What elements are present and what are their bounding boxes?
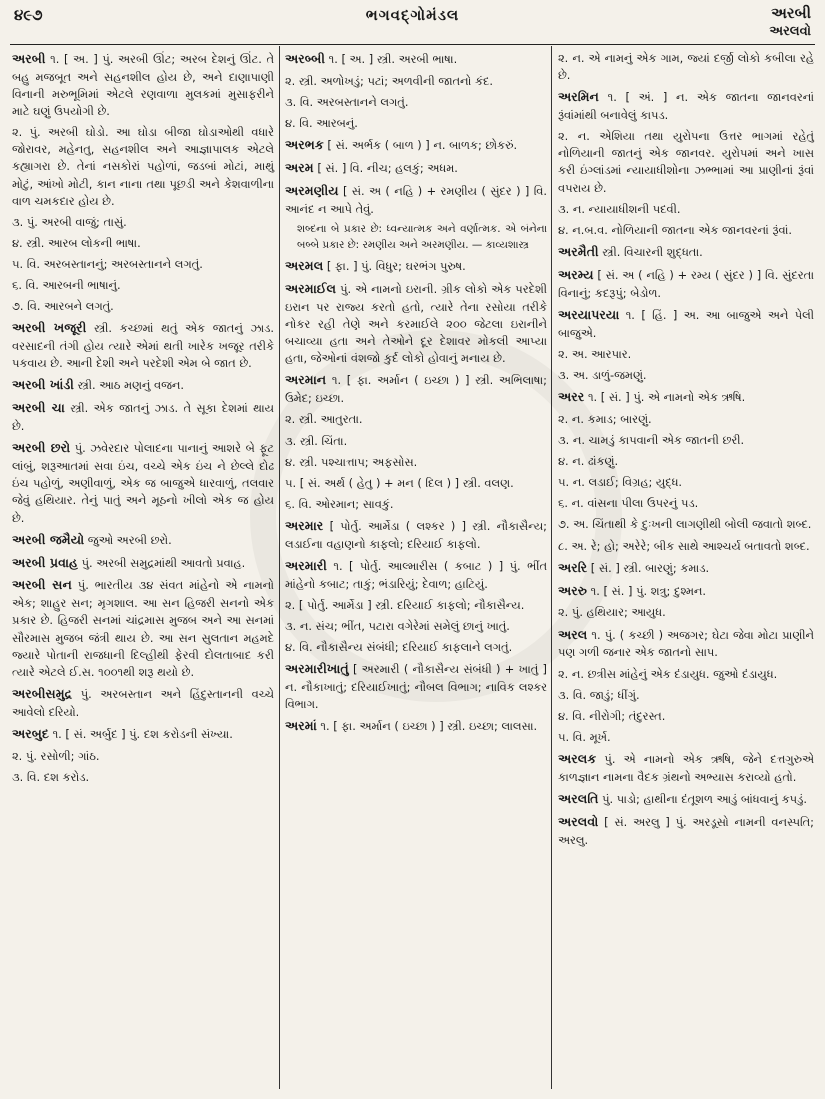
dictionary-entry — [285, 371, 547, 407]
definition-text: પું. એ નામનો એક ઋષિ, જેને દત્તગુરુએ કાળજ્ઞાન નામના વૈદક ગ્રંથનો અભ્યાસ કરાવ્યો હતો. — [558, 751, 814, 784]
headword: અરમિન — [558, 89, 599, 105]
dictionary-entry — [558, 813, 814, 849]
definition-text: પું. અરબસ્તાન અને હિંદુસ્તાનની વચ્ચે આવેલો દરિયો. — [12, 686, 274, 719]
header-rule — [10, 44, 815, 45]
headword: અરબી ખજૂરી — [12, 320, 87, 336]
definition-text: ૩. ન. ચામડું કાપવાની એક જાતની છરી. — [558, 432, 745, 447]
headword: અરમણીય — [285, 183, 339, 198]
definition-text: ૨. ન. એશિયા તથા યુરોપના ઉત્તર ભાગમાં રહેતું નોળિયાની જાતનું એક જાનવર. યુરોપમાં અને ખાસ કરી ઇંગ્લાંડમાં ન્યાયાધીશોના ઝભ્ભામાં આ પ્રાણીનાં રૂંવાં વપરાય છે. — [558, 129, 814, 195]
definition-text: ૨. ન. છત્રીસ માંહેનું એક દંડાયુધ. જુઓ દંડાયુધ. — [558, 666, 778, 681]
definition-text: સ્ત્રી. આઠ મણનું વજન. — [77, 378, 185, 393]
dictionary-entry — [12, 376, 274, 395]
headword: અરબી ચા — [12, 400, 65, 416]
dictionary-entry — [12, 235, 274, 252]
definition-text: ૨. પું. હથિયાર; આયુધ. — [558, 605, 666, 620]
definition-text: ૪. વિ. આરબનું. — [285, 116, 358, 131]
headword: અરમ્ય — [558, 266, 594, 282]
definition-text: ૪. વિ. નૌકાસૈન્ય સંબંધી; દરિયાઈ કાફલાને લગતું. — [285, 640, 513, 655]
dictionary-entry — [558, 201, 814, 218]
dictionary-entry — [12, 531, 274, 550]
definition-text: [ પોર્તુ. આર્મેડા ( લશ્કર ) ] સ્ત્રી. નૌકાસૈન્ય; લડાઈના વહાણનો કાફલો; દરિયાઈ કાફલો. — [285, 518, 548, 551]
headword: અરમારી — [285, 557, 327, 573]
dictionary-entry — [558, 626, 814, 662]
definition-text: [ સં. અ ( નહિ ) + રમણીય ( સુંદર ) ] વિ. આનંદ ન આપે તેવું. — [285, 184, 548, 216]
definition-text: ૫. ન. લડાઈ; વિગ્રહ; યુદ્ધ. — [558, 475, 683, 490]
dictionary-entry — [558, 750, 814, 786]
definition-text: ૧. [ ફા. અર્માન ( ઇચ્છા ) ] સ્ત્રી. અભિલાષા; ઉમેદ; ઇચ્છા. — [285, 373, 548, 406]
definition-text: ૮. અ. રે; હો; અરેરે; બીક સાથે આશ્ચર્ય બતાવતો શબ્દ. — [558, 538, 810, 553]
headword: અરમાર — [285, 517, 324, 533]
headword: અરમૈતી — [558, 243, 599, 259]
definition-text: સ્ત્રી. એક જાતનું ઝાડ. તે સૂકા દેશમાં થાય છે. — [12, 401, 275, 434]
definition-text: ૨. સ્ત્રી. અળોખડું; પટાં; અળવીની જાતનો કંદ. — [285, 73, 493, 88]
definition-text: ૧. પું. ( કચ્છી ) અજગર; ઘેટા જેવા મોટા પ્રાણીને પણ ગળી જનાર એક જાતનો સાપ. — [558, 627, 814, 660]
headword: અરબુદ — [12, 725, 49, 741]
dictionary-entry — [285, 182, 547, 218]
definition-text: ૫. વિ. મૂર્ખ. — [558, 729, 611, 744]
definition-text: [ ફા. ] પું. વિધુર; ઘરભંગ પુરુષ. — [326, 259, 466, 274]
dictionary-entry — [12, 298, 274, 315]
headword: અરબી સન — [12, 577, 72, 593]
dictionary-entry — [558, 88, 814, 124]
definition-text: ૪. ન.બ.વ. નોળિયાની જાતના એક જાનવરનાં રૂંવાં. — [558, 222, 793, 237]
dictionary-entry — [558, 367, 814, 384]
headword: અરલક — [558, 750, 597, 766]
headword: અરમલ — [285, 258, 324, 274]
headword: અરબી ખાંડી — [12, 377, 74, 393]
dictionary-entry — [285, 94, 547, 111]
dictionary-entry — [12, 50, 274, 120]
dictionary-entry — [558, 50, 814, 84]
dictionary-entry — [12, 725, 274, 744]
definition-text: ૨. સ્ત્રી. આતુરતા. — [285, 412, 363, 427]
dictionary-entry — [12, 256, 274, 273]
definition-text: ૨. ન. કમાડ; બારણું. — [558, 411, 652, 426]
quotation — [297, 222, 547, 253]
dictionary-entry — [558, 559, 814, 578]
definition-text: ૬. ન. વાંસના પીલા ઉપરનું પડ. — [558, 496, 699, 511]
definition-text: ૨. ન. એ નામનું એક ગામ, જ્યાં દર્જી લોકો કબીલા રહે છે. — [558, 51, 814, 83]
column-1 — [12, 50, 274, 790]
headword: અરભક — [285, 137, 324, 153]
dictionary-entry — [285, 411, 547, 428]
dictionary-entry — [558, 582, 814, 601]
definition-text: ૩. સ્ત્રી. ચિંતા. — [285, 433, 348, 448]
dictionary-entry — [285, 433, 547, 450]
dictionary-entry — [558, 708, 814, 725]
headword: અરયાપરયા — [558, 306, 620, 322]
definition-text: ૫. [ સં. અર્થ ( હેતુ ) + મન ( દિલ ) ] સ્ત્રી. વલણ. — [285, 475, 514, 490]
definition-text: [ સં. ] સ્ત્રી. બારણું; કમાડ. — [590, 560, 710, 575]
definition-text: [ સં. ] વિ. નીચ; હલકું; અધમ. — [317, 161, 458, 176]
definition-text: ૧. [ સં. ] પું. એ નામનો એક ઋષિ. — [587, 389, 746, 404]
headword: અરબ્બી — [285, 51, 326, 66]
definition-text: પું. ઝવેરદાર પોલાદના પાનાનું આશરે બે ફૂટ લાંબું, શરૂઆતમાં સવા ઇંચ, વચ્ચે એક ઇંચ ને છેલ્લે દોઢ ઇંચ પહોળું, અણીવાળું, એક જ બાજુએ ધારવાળું, તલવાર જેવું હથિયાર. તેનું પાતું અને મૂઠનો ખીલો એક જ હોય છે. — [12, 441, 274, 525]
definition-text: સ્ત્રી. કચ્છમાં થતું એક જાતનું ઝાડ. વરસાદની તંગી હોય ત્યારે એમાં થતી ખારેક ખજૂર તરીકે પકવાય છે. આની દેશી અને પરદેશી એમ બે જાત છે. — [12, 321, 274, 371]
definition-text: ૭. અ. ચિંતાથી કે દુઃખની લાગણીથી બોલી જવાતો શબ્દ. — [558, 517, 812, 532]
headword: અરર — [558, 388, 585, 404]
running-title: ભગવદ્ગોમંડલ — [365, 6, 460, 24]
dictionary-entry — [285, 717, 547, 736]
dictionary-entry — [558, 516, 814, 533]
dictionary-entry — [558, 432, 814, 449]
dictionary-entry — [558, 388, 814, 407]
definition-text: જુઓ અરબી છરો. — [87, 532, 172, 547]
headword: અરલવો — [558, 813, 599, 829]
definition-text: સ્ત્રી. વિચારની શુદ્ધતા. — [602, 244, 703, 259]
headword: અરમ — [285, 160, 314, 176]
headword: અરમાઈલ — [285, 281, 337, 297]
dictionary-entry — [12, 554, 274, 573]
dictionary-entry — [558, 666, 814, 683]
definition-text: ૧. [ સં. અર્બુદ ] પું. દશ કરોડની સંખ્યા. — [52, 726, 233, 741]
dictionary-entry — [558, 453, 814, 470]
definition-text: ૧. [ અ. ] સ્ત્રી. અરબી ભાષા. — [328, 52, 458, 66]
definition-text: ૧. [ પોર્તુ. આલ્મારીસ ( કબાટ ) ] પું. ભીંત માંહેનો કબાટ; તાકું; ભંડારિયું; દેવાળ; હાટિયું. — [285, 558, 548, 591]
dictionary-entry — [285, 115, 547, 132]
definition-text: પું. અરબી સમુદ્રમાંથી આવતો પ્રવાહ. — [81, 555, 246, 570]
definition-text: ૩. ન. ન્યાયાધીશની પદવી. — [558, 201, 681, 216]
dictionary-entry — [558, 604, 814, 621]
definition-text: ૨. પું. રસોળી; ગાંઠ. — [12, 748, 100, 763]
headword: અરબી પ્રવાહ — [12, 554, 78, 570]
dictionary-entry — [285, 159, 547, 178]
definition-text: ૨. [ પોર્તુ. આર્મેડા ] સ્ત્રી. દરિયાઈ કાફલો; નૌકાસૈન્ય. — [285, 597, 525, 612]
definition-text: [ અરમારી ( નૌકાસૈન્ય સંબંધી ) + ખાતું ] ન. નૌકાખાતું; દરિયાઈખાતું; નૌબલ વિભાગ; નાવિક લશ્કર વિભાગ. — [285, 662, 547, 712]
definition-text: ૧. [ અ. ] પું. અરબી ઊંટ; અરબ દેશનું ઊંટ. તે બહુ મજબૂત અને સહનશીલ હોય છે, અને દાણાપાણી વિનાની મરુભૂમિમાં એટલે રણવાળા મુલકમાં મુસાફરીને માટે ઘણું ઉપયોગી છે. — [12, 52, 275, 119]
definition-text: શબ્દના બે પ્રકાર છે: ધ્વન્યાત્મક અને વર્ણાત્મક. એ બંનેના બબ્બે પ્રકાર છે: રમણીય અને અરમણીય. — કાવ્યશાસ્ત્ર — [297, 223, 547, 251]
dictionary-entry — [285, 136, 547, 155]
dictionary-entry — [12, 685, 274, 721]
definition-text: ૧. [ હિં. ] અ. આ બાજુએ અને પેલી બાજુએ. — [558, 307, 814, 340]
page-number: ૪૯૭ — [14, 6, 43, 24]
dictionary-entry — [12, 319, 274, 372]
dictionary-entry — [285, 257, 547, 276]
headword: અરમાન — [285, 372, 327, 388]
dictionary-entry — [12, 277, 274, 294]
dictionary-entry — [285, 475, 547, 492]
dictionary-entry — [285, 618, 547, 635]
column-2 — [285, 50, 547, 740]
definition-text: ૨. અ. આરપાર. — [558, 346, 632, 361]
guide-word-last: અરલવો — [769, 24, 811, 39]
definition-text: ૧. [ સં. ] પું. શત્રુ; દુશ્મન. — [590, 583, 707, 598]
page-header — [0, 0, 825, 46]
guide-word-first: અરબી — [771, 4, 811, 22]
column-3 — [558, 50, 814, 853]
definition-text: ૭. વિ. આરબને લગતું. — [12, 299, 114, 314]
definition-text: ૩. વિ. જાડું; ધીંગું. — [558, 687, 640, 702]
column-divider — [279, 46, 280, 1089]
headword: અરરિ — [558, 559, 588, 575]
headword: અરરુ — [558, 582, 588, 598]
dictionary-entry — [558, 687, 814, 704]
dictionary-entry — [285, 454, 547, 471]
definition-text: ૩. ન. સંચ; ભીંત, પટારા વગેરેમાં સમેલું છાનું ખાતું. — [285, 619, 510, 634]
headword: અરલતિ — [558, 790, 599, 806]
definition-text: ૪. વિ. નીરોગી; તંદુરસ્ત. — [558, 708, 666, 723]
dictionary-entry — [558, 243, 814, 262]
definition-text: ૨. પું. અરબી ઘોડો. આ ઘોડા બીજા ઘોડાઓથી વધારે જોરાવર, મહેનતુ, સહનશીલ અને આજ્ઞાપાલક એટલે કહ્યાગરા છે. તેનાં નસકોરાં પહોળાં, જડબાં મોટાં, માથું મોટું, આંખો મોટી, કાન નાના તથા પૂછડી અને કેશવાળીના વાળ ચમકદાર હોય છે. — [12, 125, 274, 208]
headword: અરલ — [558, 626, 588, 642]
dictionary-entry — [12, 576, 274, 680]
definition-text: ૩. અ. ડાળું-જમણું. — [558, 367, 647, 382]
definition-text: ૧. [ ફા. અર્માન ( ઇચ્છા ) ] સ્ત્રી. ઇચ્છા; લાલસા. — [320, 719, 538, 734]
dictionary-entry — [558, 128, 814, 196]
definition-text: ૧. [ અં. ] ન. એક જાતના જાનવરનાં રૂંવાંમાંથી બનાવેલું કાપડ. — [558, 90, 814, 123]
dictionary-entry — [285, 50, 547, 69]
headword: અરમાં — [285, 718, 317, 734]
definition-text: ૩. વિ. અરબસ્તાનને લગતું. — [285, 95, 409, 109]
dictionary-entry — [12, 439, 274, 526]
dictionary-entry — [558, 729, 814, 746]
dictionary-entry — [285, 557, 547, 593]
dictionary-entry — [558, 346, 814, 363]
dictionary-entry — [285, 280, 547, 367]
dictionary-entry — [558, 222, 814, 239]
dictionary-entry — [12, 769, 274, 786]
dictionary-entry — [12, 748, 274, 765]
definition-text: [ સં. અર્ભક ( બાળ ) ] ન. બાળક; છોકરું. — [327, 138, 518, 153]
dictionary-entry — [558, 474, 814, 491]
dictionary-entry — [285, 597, 547, 614]
definition-text: ૪. ન. ઢાંકણું. — [558, 454, 619, 469]
headword: અરબી છરો — [12, 440, 71, 456]
dictionary-entry — [285, 639, 547, 656]
definition-text: પું. પાડો; હાથીના દંતૂશળ આડું બાંધવાનું કપડું. — [602, 791, 807, 806]
dictionary-entry — [285, 660, 547, 713]
definition-text: પું. ભારતીય ૩૪ સંવત માંહેનો એ નામનો એક; શાહુર સન; મૃગશાલ. આ સન હિજરી સનનો એક પ્રકાર છે. હિજરી સનમાં ચાંદ્રમાસ મુજબ અને આ સનમાં સૌરમાસ મુજબ જંત્રી થાય છે. આ સન સુલતાન મહમદે જ્યારે પોતાની રાજધાની દિલ્હીથી ફેરવી દોલતાબાદ કરી ત્યારે એટલે ઈ.સ. ૧૦૦૧થી શરૂ થયો છે. — [12, 578, 274, 679]
dictionary-entry — [558, 411, 814, 428]
dictionary-entry — [558, 306, 814, 342]
dictionary-entry — [285, 496, 547, 513]
definition-text: [ સં. અરલુ ] પું. અરડૂસો નામની વનસ્પતિ; અરલુ. — [558, 814, 814, 847]
dictionary-entry — [558, 266, 814, 302]
dictionary-entry — [12, 214, 274, 231]
definition-text: ૩. વિ. દશ કરોડ. — [12, 769, 90, 784]
dictionary-entry — [12, 399, 274, 435]
definition-text: ૪. સ્ત્રી. પશ્ચાત્તાપ; અફસોસ. — [285, 454, 418, 469]
definition-text: ૩. પું. અરબી વાજું; તાસું. — [12, 214, 127, 229]
headword: અરબી — [12, 51, 46, 66]
headword: અરબી જમૈયો — [12, 531, 85, 547]
dictionary-entry — [285, 517, 547, 553]
definition-text: ૪. સ્ત્રી. આરબ લોકની ભાષા. — [12, 235, 141, 250]
definition-text: ૫. વિ. અરબસ્તાનનું; અરબસ્તાનને લગતું. — [12, 256, 203, 271]
column-divider — [551, 46, 552, 1089]
dictionary-entry — [558, 538, 814, 555]
dictionary-entry — [12, 124, 274, 210]
definition-text: [ સં. અ ( નહિ ) + રમ્ય ( સુંદર ) ] વિ. સુંદરતા વિનાનું; કદરૂપું; બેડોળ. — [558, 267, 814, 300]
dictionary-entry — [558, 790, 814, 809]
dictionary-entry — [558, 495, 814, 512]
definition-text: પું. એ નામનો ઇરાની. ગ્રીક લોકો એક પરદેશી ઇરાન પર રાજ્ય કરતો હતો, ત્યારે તેના રસોયા તરીકે નોકર રહી તેણે અને કરમાઈલે ૨૦૦ જેટલા ઇરાનીને બચાવ્યા હતા અને તેઓને દૂર દેશાવર મોકલી આપ્યા હતા, જેઓનાં વંશજો કુર્દ લોકો હોવાનું મનાય છે. — [285, 282, 548, 366]
dictionary-entry — [285, 73, 547, 90]
headword: અરમારીખાતું — [285, 661, 349, 677]
headword: અરબીસમુદ્ર — [12, 685, 73, 701]
definition-text: ૬. વિ. ઓરમાન; સાવકું. — [285, 496, 394, 511]
definition-text: ૬. વિ. આરબની ભાષાનું. — [12, 278, 121, 293]
